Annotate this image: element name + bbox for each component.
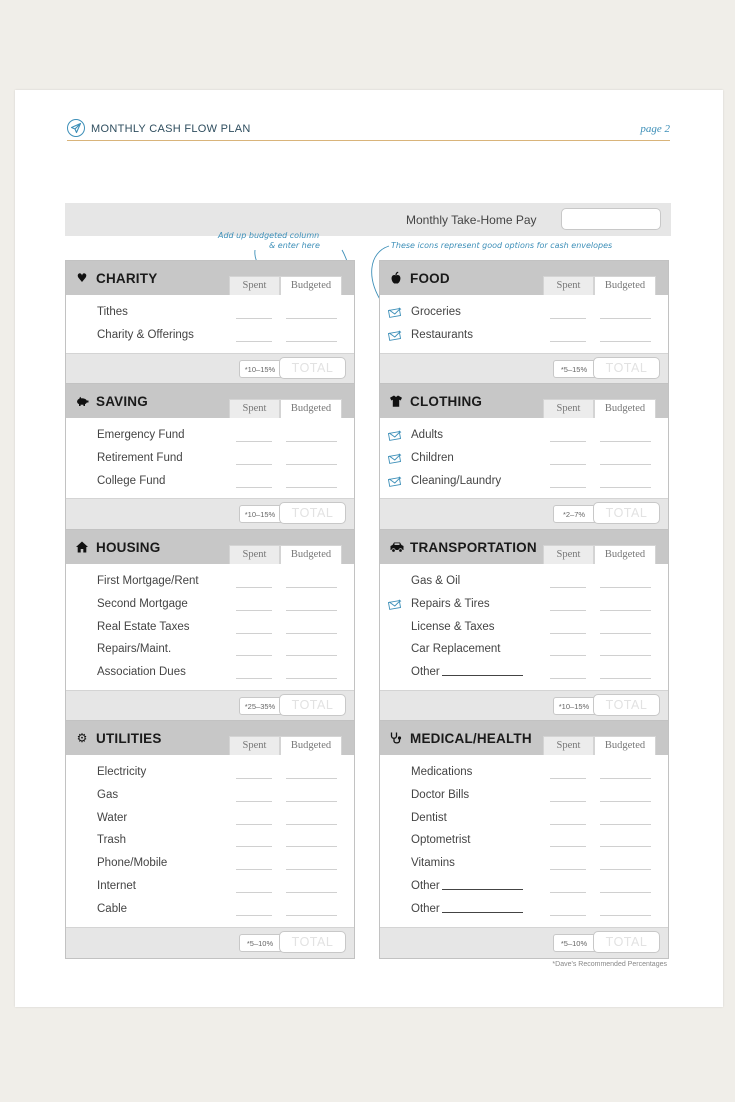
budgeted-amount-field[interactable] bbox=[286, 441, 337, 442]
line-item bbox=[380, 876, 668, 899]
line-item bbox=[66, 302, 354, 325]
line-item bbox=[66, 448, 354, 471]
line-item-label: Repairs & Tires bbox=[411, 597, 490, 610]
section-title: HOUSING bbox=[96, 540, 161, 555]
recommended-percentage: *10–15% bbox=[239, 505, 281, 523]
section-title: SAVING bbox=[96, 394, 148, 409]
line-item-label: Cable bbox=[97, 902, 128, 915]
line-item bbox=[380, 853, 668, 876]
line-item bbox=[66, 808, 354, 831]
section-title: MEDICAL/HEALTH bbox=[410, 731, 532, 746]
line-item bbox=[66, 830, 354, 853]
budgeted-amount-field[interactable] bbox=[286, 487, 337, 488]
budgeted-amount-field[interactable] bbox=[600, 678, 651, 679]
line-item-label: Water bbox=[97, 811, 128, 824]
line-item bbox=[380, 425, 668, 448]
line-item bbox=[66, 617, 354, 640]
spent-column-header: Spent bbox=[543, 276, 594, 295]
line-item bbox=[380, 808, 668, 831]
budgeted-amount-field[interactable] bbox=[600, 892, 651, 893]
spent-amount-field[interactable] bbox=[550, 846, 586, 847]
budgeted-amount-field[interactable] bbox=[286, 341, 337, 342]
budgeted-column-header: Budgeted bbox=[280, 399, 342, 418]
total-field[interactable]: TOTAL bbox=[279, 502, 346, 524]
spent-amount-field[interactable] bbox=[550, 678, 586, 679]
line-item-label: Real Estate Taxes bbox=[97, 620, 190, 633]
budgeted-column-header: Budgeted bbox=[594, 276, 656, 295]
transportation-section bbox=[379, 529, 669, 722]
line-items bbox=[380, 755, 668, 927]
line-item-label: Gas bbox=[97, 788, 119, 801]
charity-section bbox=[65, 260, 355, 385]
budgeted-amount-field[interactable] bbox=[600, 318, 651, 319]
spent-amount-field[interactable] bbox=[550, 655, 586, 656]
spent-amount-field[interactable] bbox=[550, 801, 586, 802]
house-icon bbox=[75, 540, 89, 554]
line-items bbox=[66, 564, 354, 690]
housing-section bbox=[65, 529, 355, 722]
line-item-label: Internet bbox=[97, 879, 136, 892]
apple-icon bbox=[389, 271, 403, 285]
budgeted-amount-field[interactable] bbox=[286, 892, 337, 893]
spent-amount-field[interactable] bbox=[550, 610, 586, 611]
budgeted-amount-field[interactable] bbox=[600, 464, 651, 465]
total-field[interactable]: TOTAL bbox=[593, 931, 660, 953]
line-item-label: Tithes bbox=[97, 306, 128, 318]
spent-amount-field[interactable] bbox=[236, 824, 272, 825]
line-item bbox=[380, 594, 668, 617]
take-home-pay-label: Monthly Take-Home Pay bbox=[406, 213, 537, 227]
spent-amount-field[interactable] bbox=[236, 318, 272, 319]
line-item bbox=[380, 302, 668, 325]
gears-icon: ⚙ bbox=[76, 731, 88, 745]
piggy-bank-icon bbox=[75, 394, 89, 408]
line-item bbox=[380, 325, 668, 348]
line-item-label: Adults bbox=[411, 429, 443, 441]
spent-amount-field[interactable] bbox=[236, 846, 272, 847]
spent-amount-field[interactable] bbox=[236, 464, 272, 465]
recommended-percentage: *5–10% bbox=[239, 934, 281, 952]
line-item bbox=[380, 662, 668, 685]
spent-amount-field[interactable] bbox=[236, 655, 272, 656]
spent-amount-field[interactable] bbox=[550, 778, 586, 779]
envelope-icon bbox=[388, 451, 402, 469]
line-item-label: Groceries bbox=[411, 306, 461, 318]
spent-amount-field[interactable] bbox=[550, 487, 586, 488]
budgeted-amount-field[interactable] bbox=[286, 824, 337, 825]
budgeted-amount-field[interactable] bbox=[286, 464, 337, 465]
spent-amount-field[interactable] bbox=[550, 869, 586, 870]
budgeted-amount-field[interactable] bbox=[600, 633, 651, 634]
line-item bbox=[66, 425, 354, 448]
budgeted-amount-field[interactable] bbox=[600, 487, 651, 488]
other-write-in-field[interactable] bbox=[442, 675, 523, 676]
budget-note-line2: & enter here bbox=[269, 241, 320, 250]
line-item-label: Trash bbox=[97, 834, 126, 847]
line-item bbox=[380, 899, 668, 922]
line-item-label: Children bbox=[411, 451, 454, 464]
budgeted-amount-field[interactable] bbox=[600, 801, 651, 802]
line-item bbox=[380, 471, 668, 494]
utilities-section bbox=[65, 720, 355, 959]
recommended-percentage: *5–10% bbox=[553, 934, 595, 952]
spent-amount-field[interactable] bbox=[236, 678, 272, 679]
line-item bbox=[380, 571, 668, 594]
budgeted-amount-field[interactable] bbox=[286, 655, 337, 656]
spent-amount-field[interactable] bbox=[236, 778, 272, 779]
recommended-percentage: *10–15% bbox=[553, 697, 595, 715]
heart-icon: ♥ bbox=[76, 271, 88, 285]
spent-column-header: Spent bbox=[543, 736, 594, 755]
spent-column-header: Spent bbox=[229, 736, 280, 755]
spent-amount-field[interactable] bbox=[550, 915, 586, 916]
line-item-label: Restaurants bbox=[411, 328, 474, 341]
line-item bbox=[380, 617, 668, 640]
budgeted-amount-field[interactable] bbox=[600, 441, 651, 442]
page-number: page 2 bbox=[640, 123, 670, 135]
budgeted-amount-field[interactable] bbox=[600, 587, 651, 588]
recommended-percentage: *2–7% bbox=[553, 505, 595, 523]
spent-amount-field[interactable] bbox=[550, 824, 586, 825]
line-item bbox=[66, 471, 354, 494]
line-items bbox=[66, 755, 354, 927]
line-item-label: Phone/Mobile bbox=[97, 857, 168, 870]
section-title: CHARITY bbox=[96, 271, 158, 286]
spent-amount-field[interactable] bbox=[236, 587, 272, 588]
budget-sheet bbox=[15, 90, 723, 1007]
line-item bbox=[380, 448, 668, 471]
line-item bbox=[66, 853, 354, 876]
line-item bbox=[66, 762, 354, 785]
section-title: FOOD bbox=[410, 271, 450, 286]
spent-amount-field[interactable] bbox=[236, 892, 272, 893]
line-item-label: Gas & Oil bbox=[411, 575, 461, 587]
spent-amount-field[interactable] bbox=[550, 633, 586, 634]
line-item-label: Medications bbox=[411, 766, 473, 778]
medical-health-section bbox=[379, 720, 669, 959]
spent-amount-field[interactable] bbox=[550, 318, 586, 319]
budgeted-amount-field[interactable] bbox=[600, 846, 651, 847]
section-title: CLOTHING bbox=[410, 394, 483, 409]
budgeted-amount-field[interactable] bbox=[286, 610, 337, 611]
car-icon bbox=[389, 540, 403, 554]
spent-amount-field[interactable] bbox=[236, 633, 272, 634]
budgeted-column-header: Budgeted bbox=[280, 276, 342, 295]
budgeted-amount-field[interactable] bbox=[600, 655, 651, 656]
line-item bbox=[66, 325, 354, 348]
spent-amount-field[interactable] bbox=[236, 487, 272, 488]
other-write-in-field[interactable] bbox=[442, 889, 523, 890]
budgeted-amount-field[interactable] bbox=[600, 341, 651, 342]
line-items bbox=[380, 295, 668, 353]
line-item-label: College Fund bbox=[97, 474, 166, 487]
budgeted-amount-field[interactable] bbox=[286, 318, 337, 319]
line-item bbox=[380, 762, 668, 785]
line-item bbox=[66, 662, 354, 685]
spent-amount-field[interactable] bbox=[550, 587, 586, 588]
spent-amount-field[interactable] bbox=[236, 801, 272, 802]
clothing-section bbox=[379, 383, 669, 530]
envelope-note: These icons represent good options for cash envelopes bbox=[391, 241, 613, 250]
total-field[interactable]: TOTAL bbox=[279, 694, 346, 716]
line-item bbox=[66, 876, 354, 899]
budgeted-amount-field[interactable] bbox=[600, 915, 651, 916]
line-item-label: Car Replacement bbox=[411, 643, 501, 656]
budgeted-amount-field[interactable] bbox=[600, 824, 651, 825]
stethoscope-icon bbox=[389, 731, 403, 745]
line-item-label: Vitamins bbox=[411, 857, 455, 870]
budgeted-amount-field[interactable] bbox=[600, 778, 651, 779]
line-item-label: Other bbox=[411, 903, 523, 915]
line-item bbox=[66, 594, 354, 617]
spent-amount-field[interactable] bbox=[550, 464, 586, 465]
line-item bbox=[66, 785, 354, 808]
page-header bbox=[67, 121, 670, 141]
budget-note-line1: Add up budgeted column bbox=[218, 231, 320, 240]
spent-column-header: Spent bbox=[229, 399, 280, 418]
envelope-icon bbox=[388, 305, 402, 323]
budgeted-amount-field[interactable] bbox=[600, 610, 651, 611]
spent-amount-field[interactable] bbox=[236, 341, 272, 342]
envelope-icon bbox=[388, 474, 402, 492]
budgeted-amount-field[interactable] bbox=[286, 633, 337, 634]
budgeted-amount-field[interactable] bbox=[286, 678, 337, 679]
spent-amount-field[interactable] bbox=[236, 610, 272, 611]
line-item bbox=[380, 639, 668, 662]
recommended-percentage: *25–35% bbox=[239, 697, 281, 715]
budgeted-amount-field[interactable] bbox=[286, 915, 337, 916]
total-field[interactable]: TOTAL bbox=[279, 357, 346, 379]
budgeted-amount-field[interactable] bbox=[286, 801, 337, 802]
line-item-label: Repairs/Maint. bbox=[97, 643, 172, 656]
budgeted-column-header: Budgeted bbox=[280, 736, 342, 755]
shirt-icon bbox=[389, 394, 403, 408]
envelope-icon bbox=[388, 428, 402, 446]
spent-amount-field[interactable] bbox=[550, 341, 586, 342]
budgeted-amount-field[interactable] bbox=[286, 846, 337, 847]
budgeted-column-header: Budgeted bbox=[594, 399, 656, 418]
line-item-label: Emergency Fund bbox=[97, 429, 185, 441]
line-item-label: Charity & Offerings bbox=[97, 328, 194, 341]
line-item-label: License & Taxes bbox=[411, 620, 495, 633]
total-field[interactable]: TOTAL bbox=[593, 357, 660, 379]
spent-amount-field[interactable] bbox=[236, 441, 272, 442]
line-items bbox=[66, 418, 354, 498]
section-title: UTILITIES bbox=[96, 731, 162, 746]
saving-section bbox=[65, 383, 355, 530]
line-item bbox=[380, 785, 668, 808]
line-item-label: Retirement Fund bbox=[97, 451, 183, 464]
envelope-icon bbox=[388, 328, 402, 346]
line-item bbox=[66, 899, 354, 922]
line-item-label: First Mortgage/Rent bbox=[97, 575, 199, 587]
other-write-in-field[interactable] bbox=[442, 912, 523, 913]
line-item-label: Cleaning/Laundry bbox=[411, 474, 502, 487]
line-item-label: Optometrist bbox=[411, 834, 471, 847]
spent-column-header: Spent bbox=[543, 399, 594, 418]
spent-amount-field[interactable] bbox=[550, 892, 586, 893]
budgeted-column-header: Budgeted bbox=[280, 545, 342, 564]
spent-amount-field[interactable] bbox=[550, 441, 586, 442]
line-items bbox=[380, 418, 668, 498]
budgeted-amount-field[interactable] bbox=[286, 778, 337, 779]
envelope-icon bbox=[388, 597, 402, 615]
total-field[interactable]: TOTAL bbox=[593, 694, 660, 716]
budgeted-column-header: Budgeted bbox=[594, 545, 656, 564]
line-item-label: Other bbox=[411, 880, 523, 892]
line-item bbox=[66, 571, 354, 594]
line-item bbox=[66, 639, 354, 662]
take-home-pay-input[interactable] bbox=[561, 208, 661, 230]
total-field[interactable]: TOTAL bbox=[593, 502, 660, 524]
budgeted-amount-field[interactable] bbox=[286, 587, 337, 588]
line-item-label: Dentist bbox=[411, 811, 447, 824]
section-title: TRANSPORTATION bbox=[410, 540, 537, 555]
spent-amount-field[interactable] bbox=[236, 915, 272, 916]
line-item-label: Doctor Bills bbox=[411, 788, 470, 801]
paper-plane-icon bbox=[67, 119, 85, 137]
total-field[interactable]: TOTAL bbox=[279, 931, 346, 953]
line-item-label: Second Mortgage bbox=[97, 597, 188, 610]
budgeted-column-header: Budgeted bbox=[594, 736, 656, 755]
spent-column-header: Spent bbox=[229, 545, 280, 564]
take-home-pay-bar bbox=[65, 203, 671, 236]
line-items bbox=[380, 564, 668, 690]
line-item-label: Association Dues bbox=[97, 666, 186, 679]
line-item-label: Electricity bbox=[97, 766, 147, 778]
document-title: MONTHLY CASH FLOW PLAN bbox=[91, 123, 251, 135]
spent-column-header: Spent bbox=[229, 276, 280, 295]
recommended-percentage: *5–15% bbox=[553, 360, 595, 378]
line-item bbox=[380, 830, 668, 853]
line-item-label: Other bbox=[411, 666, 523, 678]
budgeted-amount-field[interactable] bbox=[600, 869, 651, 870]
footnote: *Dave's Recommended Percentages bbox=[552, 961, 667, 968]
spent-amount-field[interactable] bbox=[236, 869, 272, 870]
recommended-percentage: *10–15% bbox=[239, 360, 281, 378]
food-section bbox=[379, 260, 669, 385]
budgeted-amount-field[interactable] bbox=[286, 869, 337, 870]
spent-column-header: Spent bbox=[543, 545, 594, 564]
line-items bbox=[66, 295, 354, 353]
